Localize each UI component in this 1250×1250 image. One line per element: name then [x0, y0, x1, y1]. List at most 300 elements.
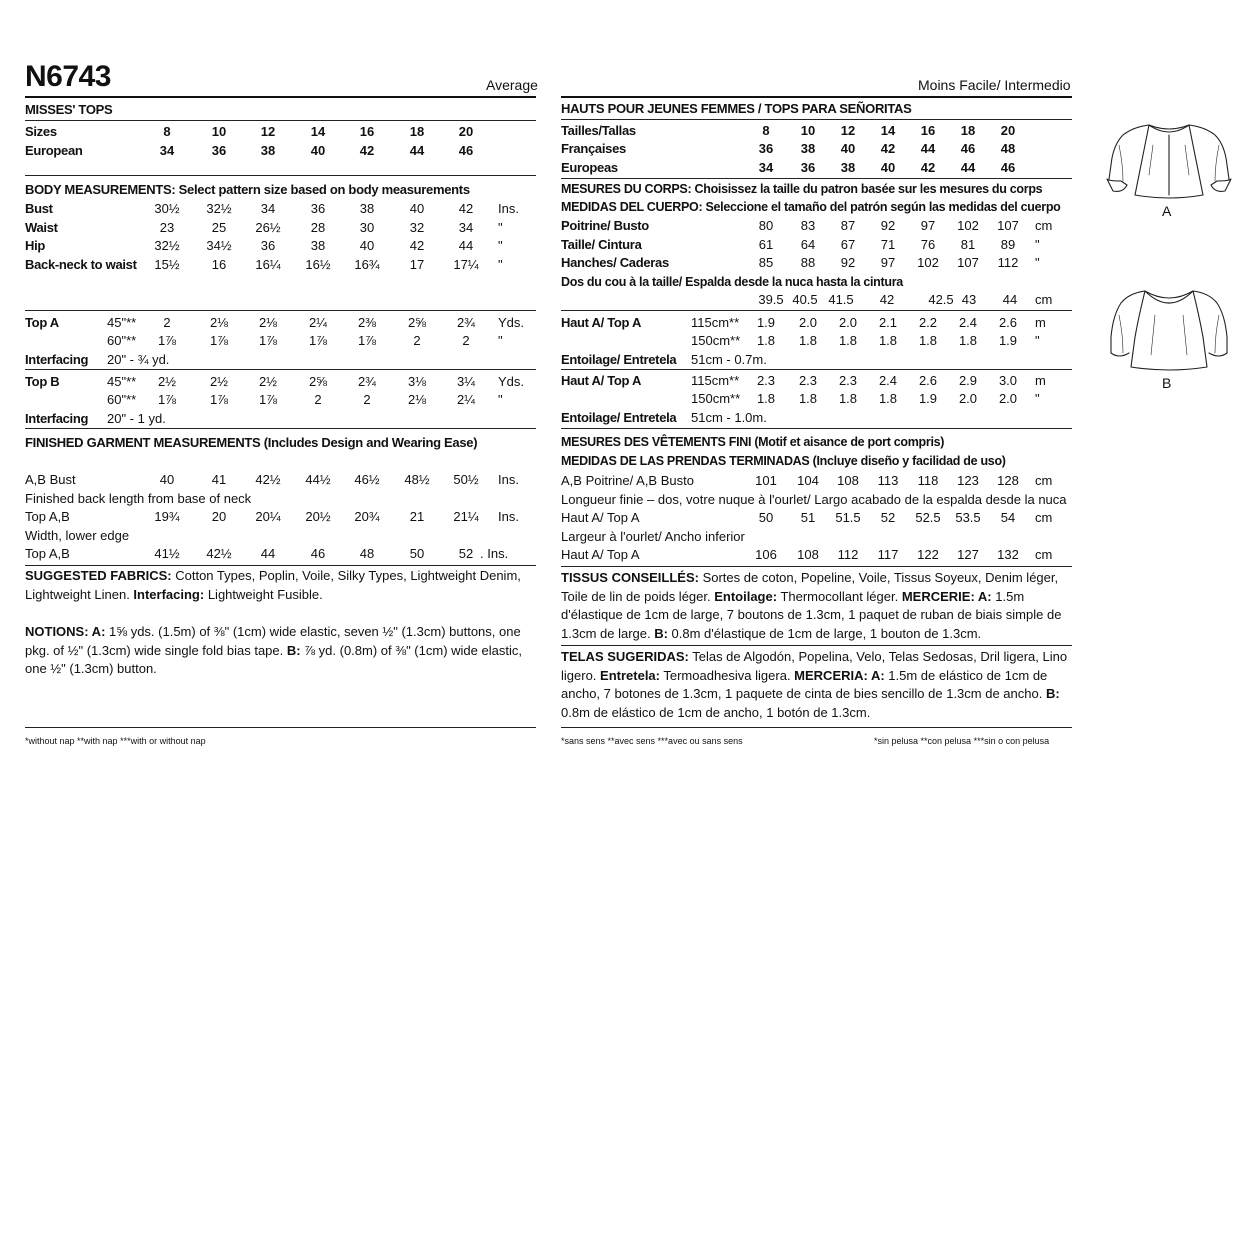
yardage-row	[561, 332, 1072, 350]
row-label: Interfacing	[25, 411, 89, 426]
unit-label: cm	[1035, 473, 1053, 488]
value-cell: 8	[762, 123, 770, 138]
value-cell: 118	[917, 473, 939, 488]
section-title: HAUTS POUR JEUNES FEMMES / TOPS PARA SEÑORITAS	[561, 101, 912, 116]
yardage-row	[25, 314, 536, 332]
fabric-width: 45"**	[107, 374, 137, 389]
value-cell: 14	[310, 124, 326, 139]
divider	[25, 120, 536, 121]
value-cell: 117	[877, 547, 899, 562]
row-label: Hanches/ Caderas	[561, 255, 669, 270]
value-cell: 64	[800, 236, 816, 252]
value-cell: 46	[960, 141, 976, 156]
value-cell: 12	[840, 123, 856, 138]
unit-label: "	[1035, 333, 1040, 348]
value-cell: 51.5	[835, 510, 861, 525]
value-cell: 21	[409, 509, 425, 524]
view-a-label: A	[1162, 203, 1172, 219]
row-label: Hip	[25, 238, 46, 253]
finished-row	[25, 508, 536, 526]
value-cell: 42	[458, 201, 474, 216]
value-cell: 53.5	[955, 510, 981, 525]
value-cell: 34	[159, 143, 175, 158]
value-cell: 48	[1000, 141, 1016, 156]
value-cell: 42½	[255, 472, 281, 487]
value-cell: 52	[458, 546, 474, 561]
value-cell: 46	[1000, 160, 1016, 175]
unit-label: "	[498, 333, 503, 348]
value-cell: 108	[837, 473, 859, 488]
value-cell: 44	[920, 141, 936, 156]
body-row	[561, 236, 1072, 254]
value-cell: 1.8	[958, 333, 978, 348]
row-label: Top A,B	[25, 546, 70, 561]
value-cell: 42½	[206, 546, 232, 561]
value-cell: 42	[920, 160, 936, 175]
value-cell: 36	[310, 201, 326, 216]
finished-row	[25, 471, 536, 489]
value-cell: 2⅜	[357, 315, 377, 330]
value-cell: 2	[363, 392, 371, 407]
value-cell: 2.4	[958, 315, 978, 330]
value-cell: 46½	[354, 472, 380, 487]
row-label: Top B	[25, 374, 60, 389]
divider	[561, 310, 1072, 311]
value-cell: 106	[755, 547, 777, 562]
value-cell: 44	[260, 546, 276, 561]
value-cell: 34	[458, 219, 474, 235]
value-cell: 38	[260, 143, 276, 158]
row-label: Haut A/ Top A	[561, 315, 642, 330]
value-cell: 81	[960, 236, 976, 252]
value-cell: 2½	[209, 374, 229, 389]
value-cell: 101	[755, 473, 777, 488]
value-cell: 12	[260, 124, 276, 139]
value-cell: 1.8	[878, 333, 898, 348]
unit-label: "	[1035, 391, 1040, 406]
value-cell: 1.9	[756, 315, 776, 330]
value-cell: 50½	[453, 472, 479, 487]
value-cell: 20½	[305, 509, 331, 524]
value-cell: 2⅝	[407, 315, 427, 330]
row-label: Haut A/ Top A	[561, 510, 640, 525]
yardage-row	[561, 314, 1072, 332]
value-cell: 122	[917, 547, 939, 562]
value-cell: 76	[920, 236, 936, 252]
value-cell: 42	[359, 143, 375, 158]
yardage-row	[561, 372, 1072, 390]
value-cell: 32½	[206, 201, 232, 216]
value-cell: 1.8	[838, 333, 858, 348]
value-cell: 21¼	[453, 509, 479, 524]
value-cell: 20	[1000, 123, 1016, 138]
value-cell: 40	[359, 238, 375, 253]
divider	[561, 428, 1072, 429]
value-cell: 2.6	[998, 315, 1018, 330]
medidas-heading: MEDIDAS DEL CUERPO: Seleccione el tamaño del patrón según las medidas del cuerpo	[561, 200, 1061, 214]
unit-label: cm	[1035, 547, 1053, 562]
unit-label: Yds.	[498, 315, 525, 330]
value-cell: 2.0	[798, 315, 818, 330]
row-label: Sizes	[25, 124, 57, 139]
row-label: Françaises	[561, 141, 626, 156]
value-cell: 50	[758, 510, 774, 525]
value-cell: 44	[458, 238, 474, 253]
divider	[25, 428, 536, 429]
value-cell: 51	[800, 510, 816, 525]
value-cell: 128	[997, 473, 1019, 488]
value-cell: 25	[211, 219, 227, 235]
value-cell: 2⅛	[407, 392, 427, 407]
finished-note	[561, 528, 1072, 546]
unit-label: Ins.	[498, 472, 519, 487]
unit-label: Ins.	[498, 201, 519, 216]
value-cell: 2.0	[998, 391, 1018, 406]
value-cell: 89	[1000, 236, 1016, 252]
value-cell: 16¾	[354, 256, 380, 272]
finished-row	[561, 472, 1072, 490]
row-label: Top A	[25, 315, 59, 330]
value-cell: 2.0	[838, 315, 858, 330]
suggested-fabrics: SUGGESTED FABRICS: Cotton Types, Poplin, Voile, Silky Types, Lightweight Denim, Lightweight Linen. Interfacing: Lightweight Fusible.	[25, 568, 521, 602]
body-measurements-heading: BODY MEASUREMENTS: Select pattern size based on body measurements	[25, 182, 470, 197]
divider	[561, 727, 1072, 728]
value-cell: 34	[758, 160, 774, 175]
yardage-row	[25, 391, 536, 409]
value-cell: 42	[880, 141, 896, 156]
value-cell: 46	[458, 143, 474, 158]
value-cell: 83	[800, 218, 816, 233]
english-section	[25, 0, 536, 760]
divider	[561, 119, 1072, 120]
value-cell: 67	[840, 236, 856, 252]
value-cell: 97	[920, 218, 936, 233]
value-cell: 40	[840, 141, 856, 156]
value-cell: 97	[880, 255, 896, 270]
value-cell: 20	[211, 509, 227, 524]
fabric-width: 51cm - 0.7m.	[691, 352, 767, 367]
value-cell: 42	[409, 238, 425, 253]
unit-label: "	[498, 219, 503, 235]
divider	[25, 310, 536, 311]
europeas-row	[561, 159, 1072, 177]
value-cell: 3.0	[998, 373, 1018, 388]
value-cell: 127	[957, 547, 979, 562]
row-label: Europeas	[561, 160, 618, 175]
value-cell: 8	[163, 124, 171, 139]
section-title: MISSES' TOPS	[25, 102, 113, 117]
unit-label: m	[1035, 315, 1046, 330]
fabric-width: 60"**	[107, 392, 137, 407]
value-cell: 2.1	[878, 315, 898, 330]
row-label: Poitrine/ Busto	[561, 218, 649, 233]
row-label: Top A,B	[25, 509, 70, 524]
value-cell: 40	[880, 160, 896, 175]
body-row	[561, 254, 1072, 272]
value-cell: 2¼	[456, 392, 476, 407]
finished-row	[561, 509, 1072, 527]
pattern-number: N6743	[25, 60, 111, 93]
finished-note	[561, 491, 1072, 509]
unit-label: cm	[1035, 218, 1053, 233]
value-cell: 17	[409, 256, 425, 272]
fabric-width: 150cm**	[691, 333, 741, 348]
value-cell: 44	[960, 160, 976, 175]
value-cell: 44½	[305, 472, 331, 487]
value-cell: 40	[409, 201, 425, 216]
value-cell: 44	[1002, 292, 1018, 307]
value-cell: 38	[359, 201, 375, 216]
value-cell: 41	[211, 472, 227, 487]
row-label: Haut A/ Top A	[561, 373, 642, 388]
value-cell: 19¾	[154, 509, 180, 524]
value-cell: 1.8	[918, 333, 938, 348]
value-cell: 36	[260, 238, 276, 253]
body-row	[25, 200, 536, 218]
divider	[561, 369, 1072, 370]
telas-sugeridas: TELAS SUGERIDAS: Telas de Algodón, Popelina, Velo, Telas Sedosas, Dril ligera, Lino ligero. Entretela: Termoadhesiva ligera. MERCERIA: A: 1.5m de elástico de 1cm de ancho, 7 botones de 1.3cm, 1 paquete de cinta de bies sencillo de 1.3cm de ancho. B: 0.8m de elástico de 1cm de ancho, 1 botón de 1.3cm.	[561, 649, 1068, 720]
value-cell: 34	[260, 201, 276, 216]
value-cell: 18	[409, 124, 425, 139]
dos-row	[561, 291, 1072, 309]
value-cell: 2	[314, 392, 322, 407]
value-cell: 104	[797, 473, 819, 488]
finished-heading: FINISHED GARMENT MEASUREMENTS (Includes Design and Wearing Ease)	[25, 435, 478, 450]
fabric-width: 20" - ¾ yd.	[107, 352, 170, 367]
value-cell: 40	[159, 472, 175, 487]
finished-note	[25, 490, 536, 508]
value-cell: 16½	[305, 256, 331, 272]
value-cell: 113	[877, 473, 899, 488]
row-label: Tailles/Tallas	[561, 123, 636, 138]
value-cell: 2½	[258, 374, 278, 389]
value-cell: 41½	[154, 546, 180, 561]
value-cell: 2¾	[357, 374, 377, 389]
fini-heading: MESURES DES VÊTEMENTS FINI (Motif et aisance de port compris)	[561, 435, 945, 449]
divider	[25, 369, 536, 370]
value-cell: 2	[413, 333, 421, 348]
dos-heading: Dos du cou à la taille/ Espalda desde la nuca hasta la cintura	[561, 275, 903, 289]
value-cell: 20¼	[255, 509, 281, 524]
fabric-width: 115cm**	[691, 315, 740, 330]
fabric-width: 45"**	[107, 315, 137, 330]
body-row	[25, 219, 536, 237]
value-cell: 1⅞	[258, 333, 278, 348]
value-cell: 1⅞	[209, 333, 229, 348]
value-cell: 2.9	[958, 373, 978, 388]
body-row	[561, 217, 1072, 235]
row-label: European	[25, 143, 83, 158]
value-cell: 30½	[154, 201, 180, 216]
value-cell: 88	[800, 255, 816, 270]
value-cell: 2	[163, 315, 171, 330]
value-cell: 2.4	[878, 373, 898, 388]
value-cell: 36	[211, 143, 227, 158]
finished-row	[561, 546, 1072, 564]
value-cell: 2⅝	[308, 374, 328, 389]
value-cell: 32½	[154, 238, 180, 253]
value-cell: 2.3	[756, 373, 776, 388]
unit-label: cm	[1035, 510, 1053, 525]
francaises-row	[561, 140, 1072, 158]
difficulty-fr-es: Moins Facile/ Intermedio	[918, 77, 1071, 93]
value-cell: 1⅞	[157, 333, 177, 348]
interfacing-row	[25, 351, 536, 369]
value-cell: 87	[840, 218, 856, 233]
value-cell: 15½	[154, 256, 180, 272]
value-cell: 16	[359, 124, 375, 139]
divider	[561, 566, 1072, 567]
footnote-fr: *sans sens **avec sens ***avec ou sans sens	[561, 736, 743, 746]
value-cell: 23	[159, 219, 175, 235]
unit-label: cm	[1035, 292, 1053, 307]
yardage-row	[561, 390, 1072, 408]
fabric-width: 60"**	[107, 333, 137, 348]
unit-label: Yds.	[498, 374, 525, 389]
unit-label: m	[1035, 373, 1046, 388]
value-cell: 18	[960, 123, 976, 138]
row-label: A,B Bust	[25, 472, 76, 487]
value-cell: 2	[462, 333, 470, 348]
row-label: Entoilage/ Entretela	[561, 352, 677, 367]
body-row	[25, 237, 536, 255]
value-cell: 1.9	[918, 391, 938, 406]
row-label: Largeur à l'ourlet/ Ancho inferior	[561, 528, 745, 544]
value-cell: 1⅞	[357, 333, 377, 348]
divider	[25, 565, 536, 566]
value-cell: 43	[961, 292, 977, 307]
value-cell: 2⅛	[258, 315, 278, 330]
value-cell: 2.2	[918, 315, 938, 330]
value-cell: 85	[758, 255, 774, 270]
value-cell: 1⅞	[308, 333, 328, 348]
fabric-width: 51cm - 1.0m.	[691, 410, 767, 425]
value-cell: 2¾	[456, 315, 476, 330]
view-b-label: B	[1162, 375, 1172, 391]
interfacing-row	[25, 410, 536, 428]
row-label: Width, lower edge	[25, 527, 130, 543]
mesures-heading: MESURES DU CORPS: Choisissez la taille du patron basée sur les mesures du corps	[561, 182, 1043, 196]
footnote: *without nap **with nap ***with or without nap	[25, 736, 206, 746]
row-label: A,B Poitrine/ A,B Busto	[561, 473, 694, 488]
value-cell: 44	[409, 143, 425, 158]
value-cell: 132	[997, 547, 1019, 562]
value-cell: 52.5	[915, 510, 941, 525]
value-cell: 112	[837, 547, 859, 562]
value-cell: 2.6	[918, 373, 938, 388]
value-cell: 38	[840, 160, 856, 175]
sizes-row	[25, 123, 536, 141]
value-cell: 1.8	[838, 391, 858, 406]
french-spanish-section	[561, 0, 1072, 760]
value-cell: 38	[310, 238, 326, 253]
value-cell: 16¼	[255, 256, 281, 272]
value-cell: 71	[880, 236, 896, 252]
finished-note	[25, 527, 536, 545]
value-cell: 107	[997, 218, 1019, 233]
value-cell: 1.9	[998, 333, 1018, 348]
value-cell: 108	[797, 547, 819, 562]
value-cell: 54	[1000, 510, 1016, 525]
value-cell: 92	[880, 218, 896, 233]
tailles-row	[561, 122, 1072, 140]
difficulty-en: Average	[486, 77, 538, 93]
unit-label: "	[498, 256, 503, 272]
divider	[25, 175, 536, 176]
unit-label: . Ins.	[480, 546, 509, 561]
body-row	[25, 256, 536, 274]
value-cell: 2¼	[308, 315, 328, 330]
value-cell: 46	[310, 546, 326, 561]
value-cell: 50	[409, 546, 425, 561]
view-a-sketch	[1105, 105, 1235, 205]
fabric-width: 20" - 1 yd.	[107, 411, 166, 426]
unit-label: "	[1035, 255, 1040, 270]
footnote-es: *sin pelusa **con pelusa ***sin o con pelusa	[874, 736, 1050, 746]
row-label: Finished back length from base of neck	[25, 490, 252, 506]
value-cell: 1.8	[798, 333, 818, 348]
value-cell: 1⅞	[258, 392, 278, 407]
value-cell: 48½	[404, 472, 430, 487]
value-cell: 39.5	[758, 292, 784, 307]
fabric-width: 150cm**	[691, 391, 741, 406]
value-cell: 2.0	[958, 391, 978, 406]
value-cell: 2½	[157, 374, 177, 389]
value-cell: 1.8	[756, 391, 776, 406]
fabric-width: 115cm**	[691, 373, 740, 388]
value-cell: 1.8	[878, 391, 898, 406]
terminadas-heading: MEDIDAS DE LAS PRENDAS TERMINADAS (Incluye diseño y facilidad de uso)	[561, 454, 1006, 468]
finished-row	[25, 545, 536, 563]
row-label: Waist	[25, 219, 58, 235]
value-cell: 16	[920, 123, 936, 138]
value-cell: 26½	[255, 219, 281, 235]
value-cell: 3¼	[456, 374, 476, 389]
value-cell: 80	[758, 218, 774, 233]
value-cell: 1⅞	[157, 392, 177, 407]
european-row	[25, 142, 536, 160]
value-cell: 1.8	[798, 391, 818, 406]
yardage-row	[25, 373, 536, 391]
value-cell: 20¾	[354, 509, 380, 524]
value-cell: 40.5	[792, 292, 818, 307]
value-cell: 28	[310, 219, 326, 235]
value-cell: 16	[211, 256, 227, 272]
value-cell: 34½	[206, 238, 232, 253]
row-label: Haut A/ Top A	[561, 547, 640, 562]
divider	[25, 727, 536, 728]
unit-label: "	[498, 392, 503, 407]
row-label: Bust	[25, 201, 53, 216]
value-cell: 10	[211, 124, 227, 139]
value-cell: 42	[879, 292, 895, 307]
view-b-sketch	[1105, 275, 1235, 375]
value-cell: 102	[917, 255, 939, 270]
value-cell: 92	[840, 255, 856, 270]
row-label: Taille/ Cintura	[561, 236, 642, 252]
value-cell: 40	[310, 143, 326, 158]
value-cell: 36	[758, 141, 774, 156]
unit-label: Ins.	[498, 509, 519, 524]
value-cell: 36	[800, 160, 816, 175]
value-cell: 61	[758, 236, 774, 252]
divider	[561, 178, 1072, 179]
interfacing-row	[561, 409, 1072, 427]
row-label: Longueur finie – dos, votre nuque à l'ourlet/ Largo acabado de la espalda desde la nuca	[561, 491, 1067, 507]
value-cell: 38	[800, 141, 816, 156]
value-cell: 1.8	[756, 333, 776, 348]
value-cell: 32	[409, 219, 425, 235]
